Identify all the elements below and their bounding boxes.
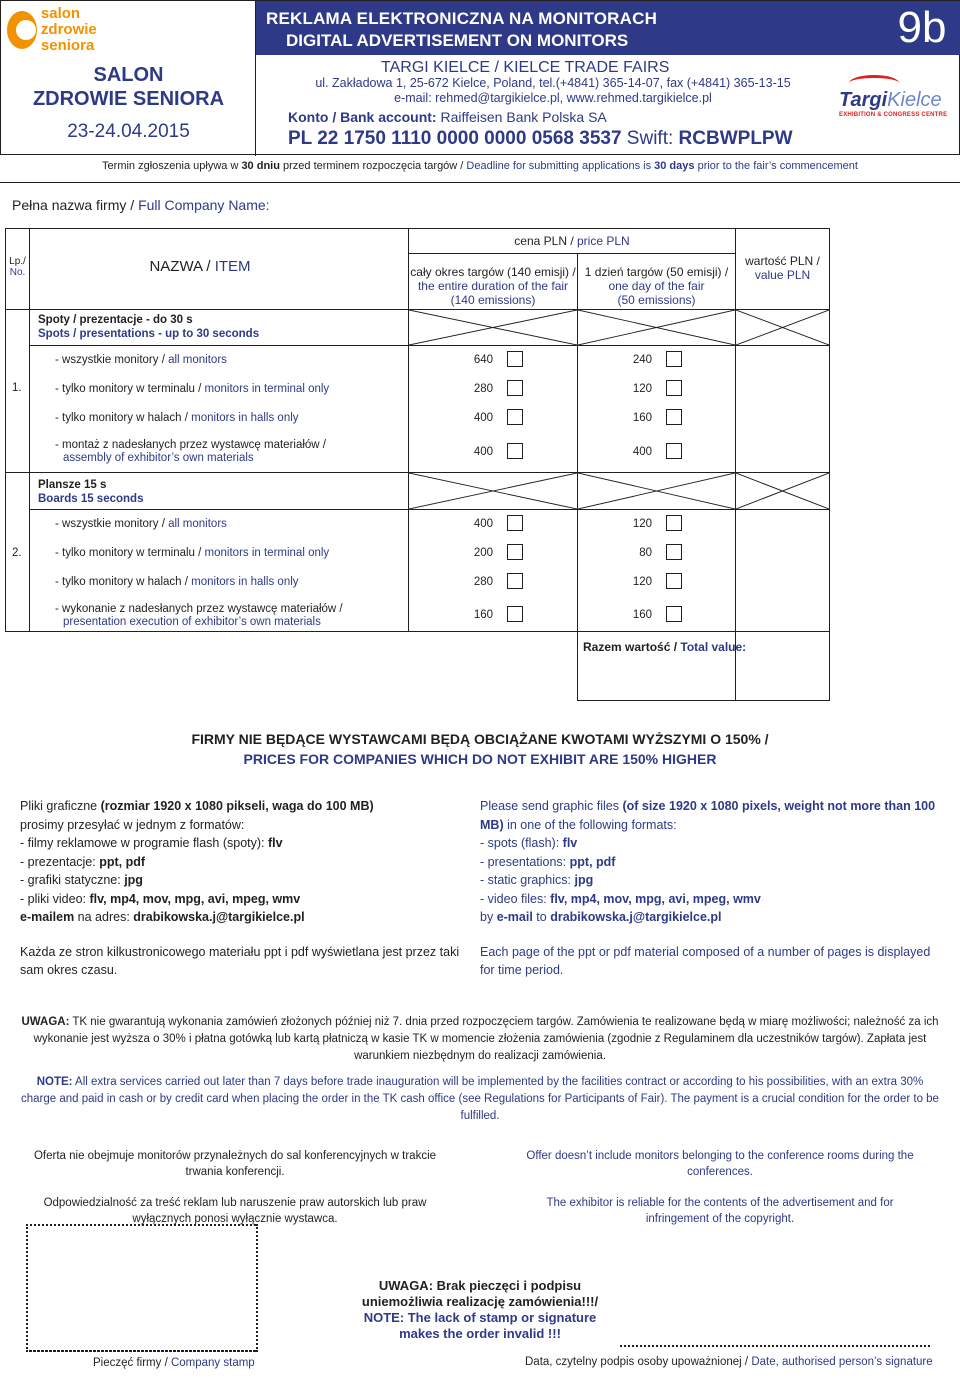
table-row: - wszystkie monitory / all monitors bbox=[55, 354, 227, 366]
organizer-address: ul. Zakładowa 1, 25-672 Kielce, Poland, tel.(+4841) 365-14-07, fax (+4841) 365-13-15 e-mail: rehmed@targikielce.pl, www.rehmed.targikielce.pl bbox=[315, 76, 791, 105]
logo-line2: seniora bbox=[40, 37, 95, 54]
checkbox-full[interactable] bbox=[507, 544, 523, 560]
stamp-signature-warning: UWAGA: Brak pieczęci i podpisu uniemożliwia realizację zamówienia!!!/ NOTE: The lack of stamp or signature makes the order invalid !!! bbox=[361, 1278, 599, 1341]
non-exhibitor-warning-en: PRICES FOR COMPANIES WHICH DO NOT EXHIBIT ARE 150% HIGHER bbox=[243, 751, 717, 767]
checkbox-day[interactable] bbox=[666, 606, 682, 622]
company-stamp-field[interactable] bbox=[26, 1224, 256, 1352]
table-row: - tylko monitory w halach / monitors in halls only bbox=[55, 412, 299, 424]
company-name-field[interactable]: Pełna nazwa firmy / Full Company Name: bbox=[12, 197, 270, 213]
price-day: 240 bbox=[632, 354, 652, 366]
price-day: 120 bbox=[632, 518, 652, 530]
file-instructions-pl: Pliki graficzne (rozmiar 1920 x 1080 pikseli, waga do 100 MB) prosimy przesyłać w jednym z formatów: - filmy reklamowe w programie flash (spoty): flv - prezentacje: ppt, pdf - grafiki statyczne: jpg - pliki video: flv, mp4, mov, mpg, avi, mpeg, wmv e-mailem na adres: drabikowska.j@targikielce.pl Każda ze stron kilkustronicowego materiału ppt i pdf wyświetlana jest przez taki sam okres czasu. bbox=[20, 799, 460, 977]
event-date: 23-24.04.2015 bbox=[67, 121, 190, 142]
section1-number: 1. bbox=[12, 382, 22, 394]
section2-number: 2. bbox=[12, 547, 22, 559]
section1-x-full bbox=[408, 309, 578, 346]
total-label: Razem wartość / Total value: bbox=[583, 640, 747, 654]
price-day: 160 bbox=[632, 412, 652, 424]
section2-x-full bbox=[408, 472, 578, 510]
checkbox-day[interactable] bbox=[666, 351, 682, 367]
salon-logo-icon bbox=[7, 11, 37, 49]
table-row: - tylko monitory w terminalu / monitors in terminal only bbox=[55, 547, 330, 559]
checkbox-day[interactable] bbox=[666, 544, 682, 560]
liability-en: The exhibitor is reliable for the contents of the advertisement and for infringement of the copyright. bbox=[546, 1197, 894, 1225]
total-value-field[interactable] bbox=[735, 631, 830, 701]
title-pl: REKLAMA ELEKTRONICZNA NA MONITORACH bbox=[266, 9, 658, 28]
section1-x-value bbox=[735, 309, 830, 346]
file-instructions-en: Please send graphic files (of size 1920 x 1080 pixels, weight not more than 100 MB) in one of the following formats: - spots (flash): flv - presentations: ppt, pdf - static graphics: jpg - video files: flv, mp4, mov, mpg, avi, mpeg, wmv by e-mail to drabikowska.j@targikielce.pl Each page of the ppt or pdf material composed of a number of pages is displayed for time period. bbox=[480, 799, 936, 977]
salon-logo bbox=[7, 7, 119, 53]
table-row: - wykonanie z nadesłanych przez wystawcę materiałów / presentation execution of exhibitor’s own materials bbox=[55, 603, 343, 628]
table-row: - montaż z nadesłanych przez wystawcę materiałów / assembly of exhibitor’s own materials bbox=[55, 439, 326, 464]
checkbox-full[interactable] bbox=[507, 409, 523, 425]
section1-title: Spoty / prezentacje - do 30 s Spots / presentations - up to 30 seconds bbox=[38, 314, 260, 340]
logo-line1: salon zdrowie bbox=[40, 5, 97, 38]
checkbox-day[interactable] bbox=[666, 573, 682, 589]
uwaga-note: UWAGA: TK nie gwarantują wykonania zamówień złożonych później niż 7. dnia przed rozpoczęciem targów. Zamówienia te realizowane będą w miarę możliwości; należność za ich wykonanie jest wyższa o 30% i płatna gotówką lub kartą płatniczą w kasie TK w momencie złożenia zamówienia (zgodnie z Regulaminem dla uczestników targów). Zapłata jest warunkiem niezbędnym do realizacji zamówienia. bbox=[21, 1016, 939, 1062]
price-full: 280 bbox=[473, 383, 493, 395]
price-full: 280 bbox=[473, 576, 493, 588]
section2-x-day bbox=[577, 472, 736, 510]
day-column bbox=[577, 309, 736, 632]
company-stamp-label: Pieczęć firmy / Company stamp bbox=[93, 1357, 255, 1369]
offer-pl: Oferta nie obejmuje monitorów przynależnych do sal konferencyjnych w trakcie trwania konferencji. bbox=[33, 1150, 437, 1178]
price-day: 120 bbox=[632, 383, 652, 395]
targi-kielce-logo: TargiKielce EXHIBITION & CONGRESS CENTRE bbox=[839, 89, 947, 118]
checkbox-full[interactable] bbox=[507, 351, 523, 367]
offer-en: Offer doesn’t include monitors belonging to the conference rooms during the conferences. bbox=[526, 1150, 914, 1178]
price-day: 400 bbox=[632, 446, 652, 458]
form-code: 9b bbox=[883, 1, 960, 55]
price-full: 400 bbox=[473, 446, 493, 458]
value-column bbox=[735, 309, 830, 632]
table-row: - wszystkie monitory / all monitors bbox=[55, 518, 227, 530]
checkbox-full[interactable] bbox=[507, 573, 523, 589]
price-full: 400 bbox=[473, 518, 493, 530]
form-header bbox=[0, 0, 960, 155]
price-full: 640 bbox=[473, 354, 493, 366]
price-full: 400 bbox=[473, 412, 493, 424]
organizer-name: TARGI KIELCE / KIELCE TRADE FAIRS bbox=[381, 59, 670, 76]
checkbox-full[interactable] bbox=[507, 606, 523, 622]
checkbox-full[interactable] bbox=[507, 515, 523, 531]
checkbox-day[interactable] bbox=[666, 515, 682, 531]
event-title: SALON ZDROWIE SENIORA bbox=[32, 64, 225, 110]
deadline-note: Termin zgłoszenia upływa w 30 dniu przed terminem rozpoczęcia targów / Deadline for submitting applications is 30 days prior to the fair’s commencement bbox=[102, 160, 858, 172]
divider bbox=[0, 182, 960, 183]
price-full: 160 bbox=[473, 609, 493, 621]
price-day: 80 bbox=[639, 547, 652, 559]
price-full: 200 bbox=[473, 547, 493, 559]
note-en: NOTE: All extra services carried out later than 7 days before trade inauguration will be implemented by the facilities contract or according to his possibilities, with an extra 30% charge and paid in cash or by credit card when placing the order in the TK cash office (see Regulations for Participants of Fair). The payment is a crucial condition for the order to be fulfilled. bbox=[21, 1076, 939, 1122]
price-day: 120 bbox=[632, 576, 652, 588]
signature-label: Data, czytelny podpis osoby upoważnionej / Date, authorised person’s signature bbox=[525, 1356, 933, 1368]
logo-swirl-icon bbox=[849, 75, 899, 91]
full-column bbox=[408, 309, 578, 632]
bank-account: Konto / Bank account: Raiffeisen Bank Polska SA bbox=[288, 109, 607, 125]
checkbox-day[interactable] bbox=[666, 409, 682, 425]
no-column bbox=[5, 309, 30, 632]
table-row: - tylko monitory w terminalu / monitors in terminal only bbox=[55, 383, 330, 395]
title-band bbox=[256, 1, 960, 55]
checkbox-full[interactable] bbox=[507, 380, 523, 396]
liability-pl: Odpowiedzialność za treść reklam lub naruszenie praw autorskich lub praw wyłącznych ponosi wyłącznie wystawca. bbox=[43, 1197, 427, 1225]
table-row: - tylko monitory w halach / monitors in halls only bbox=[55, 576, 299, 588]
signature-field[interactable] bbox=[620, 1345, 930, 1347]
section2-x-value bbox=[735, 472, 830, 510]
iban: PL 22 1750 1110 0000 0000 0568 3537 Swift: RCBWPLPW bbox=[288, 128, 793, 149]
section2-title: Plansze 15 s Boards 15 seconds bbox=[38, 479, 144, 505]
section1-x-day bbox=[577, 309, 736, 346]
checkbox-full[interactable] bbox=[507, 443, 523, 459]
event-panel bbox=[1, 1, 256, 156]
price-day: 160 bbox=[632, 609, 652, 621]
title-en: DIGITAL ADVERTISEMENT ON MONITORS bbox=[286, 31, 629, 50]
checkbox-day[interactable] bbox=[666, 380, 682, 396]
checkbox-day[interactable] bbox=[666, 443, 682, 459]
non-exhibitor-warning-pl: FIRMY NIE BĘDĄCE WYSTAWCAMI BĘDĄ OBCIĄŻANE KWOTAMI WYŻSZYMI O 150% / bbox=[191, 731, 769, 747]
